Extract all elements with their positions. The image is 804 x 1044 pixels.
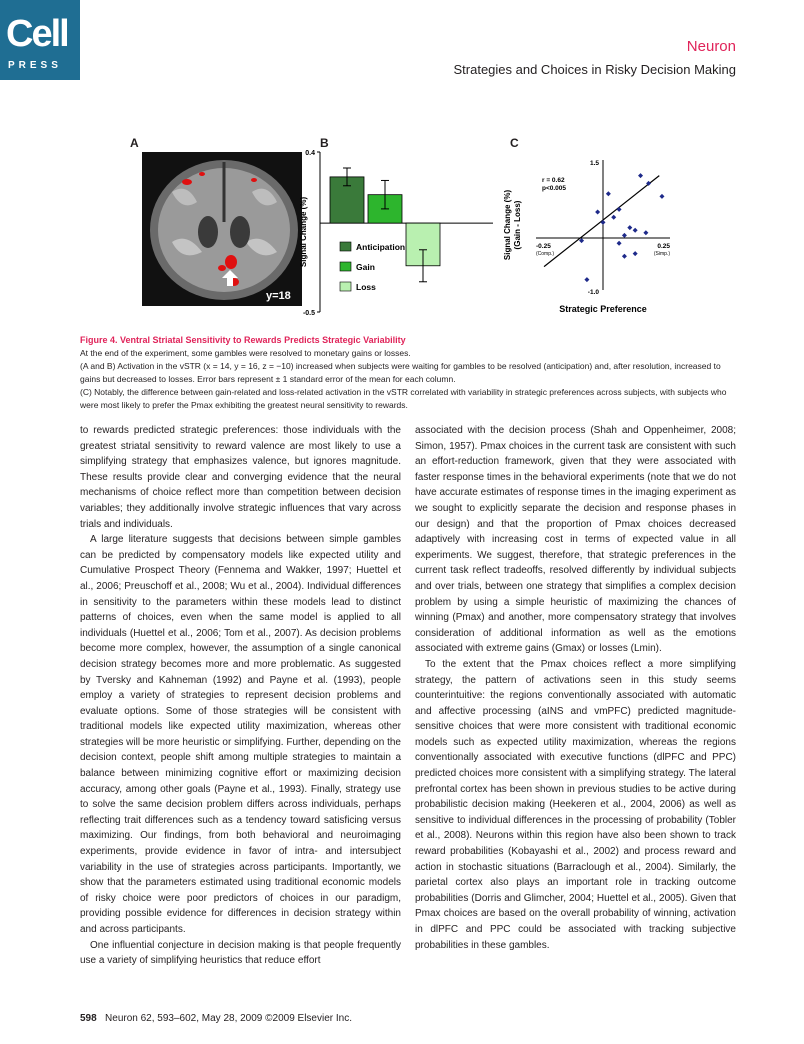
legend-swatch — [340, 262, 351, 271]
citation: Neuron 62, 593–602, May 28, 2009 ©2009 Elsevier Inc. — [105, 1013, 353, 1024]
y-axis-label-line2: (Gain - Loss) — [513, 200, 522, 250]
paragraph: to rewards predicted strategic preferences: those individuals with the greatest striatal sensitivity to reward valence are most likely to use a simplifying strategy that emphasizes valence, but ignores magnitude. These results provide clear and converging evidence that the neural mechanisms of choice reflect more than competition between decision variables; they additionally involve strategic influences that vary across trials and individuals. — [80, 425, 401, 530]
legend-label: Anticipation — [356, 242, 406, 252]
scatter-point — [622, 254, 627, 259]
x-tick-sublabel: (Simp.) — [653, 251, 670, 257]
figure-caption-c: (C) Notably, the difference between gain-related and loss-related activation in the vSTR correlated with variability in strategic preferences across subjects, with subjects who were most likely to prefer the Pmax exhibiting the greatest neural sensitivity to rewards. — [80, 387, 727, 410]
paragraph: associated with the decision process (Shah and Oppenheimer, 2008; Simon, 1957). Pmax choices in the current task are consistent with such an effort-reduction framework, given that they were associated with faster response times in the behavioral experiments (note that we do not have accurate estimates of response times in the imaging experiment as we sought to explicitly separate the decision and response phases in our design) and that the proportion of Pmax choices decreased adaptively with increasing cost in terms of expected value in all experiments. We suggest, therefore, that strategic preferences in the current task reflect tradeoffs, resolved differently by individual subjects and over trials, between one strategy that simplifies a complex decision problem by using a simple heuristic of maximizing the chances of winning (Pmax) and another, more compensatory strategy that involves consideration of additional information as well as the emotions associated with extreme gains (Gmax) or losses (Lmin). — [415, 425, 736, 655]
cell-press-logo — [0, 0, 80, 80]
bar-chart — [298, 146, 498, 318]
x-tick-sublabel: (Comp.) — [536, 251, 555, 257]
scatter-point — [601, 220, 606, 225]
paragraph: One influential conjecture in decision making is that people frequently use a variety of simplifying heuristics that reduce effort — [80, 939, 401, 967]
logo-sub: PRESS — [8, 60, 62, 71]
y-tick-label: 1.5 — [589, 160, 599, 167]
brain-slice-image — [142, 152, 302, 306]
y-tick-label: 0.4 — [305, 150, 315, 157]
page-footer — [80, 1013, 352, 1024]
slice-label: y=18 — [266, 290, 291, 302]
y-axis-label-line1: Signal Change (%) — [503, 189, 512, 261]
panel-b-letter: B — [320, 136, 329, 150]
scatter-point — [627, 225, 632, 230]
scatter-point — [622, 233, 627, 238]
logo-main: Cell — [6, 13, 68, 55]
paragraph: To the extent that the Pmax choices reflect a more simplifying strategy, the pattern of activations seen in this study seems counterintuitive: the regions conventionally associated with automatic and affective processing (aINS and vmPFC) predicted magnitude-sensitive choices that were more consistent with traditional economic models such as expected utility maximization, whereas the regions conventionally associated with executive functions (dlPFC and PPC) predicted choices more consistent with a simplifying strategy. The lateral prefrontal cortex has been shown in previous studies to be active during probabilistic decision making (Heekeren et al., 2004, 2006) as well as sensitive to individual differences in the processing of probability (Tobler et al., 2008). Neurons within this region have also been shown to track reward probabilities (Kobayashi et al., 2002) and process reward and action in stochastic situations (Barraclough et al., 2004). Similarly, the parietal cortex also plays an important role in tracking outcome probabilities (Dorris and Glimcher, 2004; Huettel et al., 2005). Given that Pmax choices are based on the overall probability of winning, activation in dlPFC and PPC could be associated with tracking subjective probabilities in these gambles. — [415, 658, 736, 951]
y-axis-label: Signal Change (%) — [299, 196, 308, 268]
stat-r: r = 0.62 — [542, 177, 565, 184]
x-axis-label: Strategic Preference — [559, 304, 647, 314]
scatter-point — [584, 277, 589, 282]
journal-name: Neuron — [686, 38, 736, 55]
scatter-point — [606, 191, 611, 196]
scatter-chart — [500, 150, 700, 320]
x-tick-label: -0.25 — [536, 243, 551, 250]
right-column — [415, 423, 736, 953]
scatter-point — [617, 241, 622, 246]
scatter-point — [633, 228, 638, 233]
scatter-point — [638, 173, 643, 178]
stat-p: p<0.005 — [542, 185, 567, 192]
figure-caption-ab: (A and B) Activation in the vSTR (x = 14, y = 16, z = −10) increased when subjects were waiting for gambles to be resolved (anticipation) and, after resolution, increased to gains but decreased to losses. Error bars represent ± 1 standard error of the mean for each column. — [80, 361, 721, 384]
legend-swatch — [340, 242, 351, 251]
panel-a-letter: A — [130, 136, 139, 150]
y-tick-label: -0.5 — [302, 310, 315, 317]
panel-c-letter: C — [510, 136, 519, 150]
scatter-point — [595, 210, 600, 215]
page-number: 598 — [80, 1013, 97, 1024]
x-tick-label: 0.25 — [657, 243, 670, 250]
scatter-point — [643, 230, 648, 235]
scatter-point — [611, 215, 616, 220]
figure-caption-line1: At the end of the experiment, some gambles were resolved to monetary gains or losses. — [80, 348, 411, 358]
y-tick-label: -1.0 — [587, 289, 599, 296]
running-title: Strategies and Choices in Risky Decision Making — [453, 62, 736, 77]
legend-label: Loss — [356, 282, 376, 292]
scatter-point — [617, 207, 622, 212]
paragraph: A large literature suggests that decisions between simple gambles can be predicted by compensatory models like expected utility and Cumulative Prospect Theory (Fennema and Wakker, 1997; Huettel et al., 2006; Preuschoff et al., 2008; Wu et al., 2004). Individual differences in sensitivity to the parameters within these models lead to distinct patterns of choices, even when the same model is applied to all individuals (Huettel et al., 2006; Tom et al., 2007). As decision problems become more complex, however, the assumption of a single canonical decision strategy becomes more and more problematic. As suggested by Tversky and Kahneman (1992) and Payne et al. (1993), people employ a variety of strategies to represent decision problems and evaluate options. Some of those strategies will be consistent with traditional models like expected utility maximization, whereas other strategies will be more heuristic or simplifying. Further, depending on the decision context, people shift among multiple strategies to maintain a balance between minimizing cognitive effort or maximizing decision accuracy, among other goals (Payne et al., 1993). Finally, strategy use to solve the same decision problem differs across individuals, perhaps reflecting trait differences such as a tendency toward satisficing versus maximizing. Our findings, from both behavioral and neuroimaging experiments, provide evidence in favor of intra- and intersubject variability in the use of strategies across participants. Importantly, we show that the parameters estimated using traditional economic models of risky choice were poor predictors of choices in our paradigm, providing possible evidence for differences in decision strategy within and across participants. — [80, 534, 401, 935]
scatter-point — [633, 251, 638, 256]
legend-label: Gain — [356, 262, 375, 272]
scatter-point — [659, 194, 664, 199]
legend-swatch — [340, 282, 351, 291]
figure-caption-title: Figure 4. Ventral Striatal Sensitivity to Rewards Predicts Strategic Variability — [80, 335, 406, 345]
activation-blob — [182, 179, 192, 185]
left-column — [80, 423, 401, 969]
